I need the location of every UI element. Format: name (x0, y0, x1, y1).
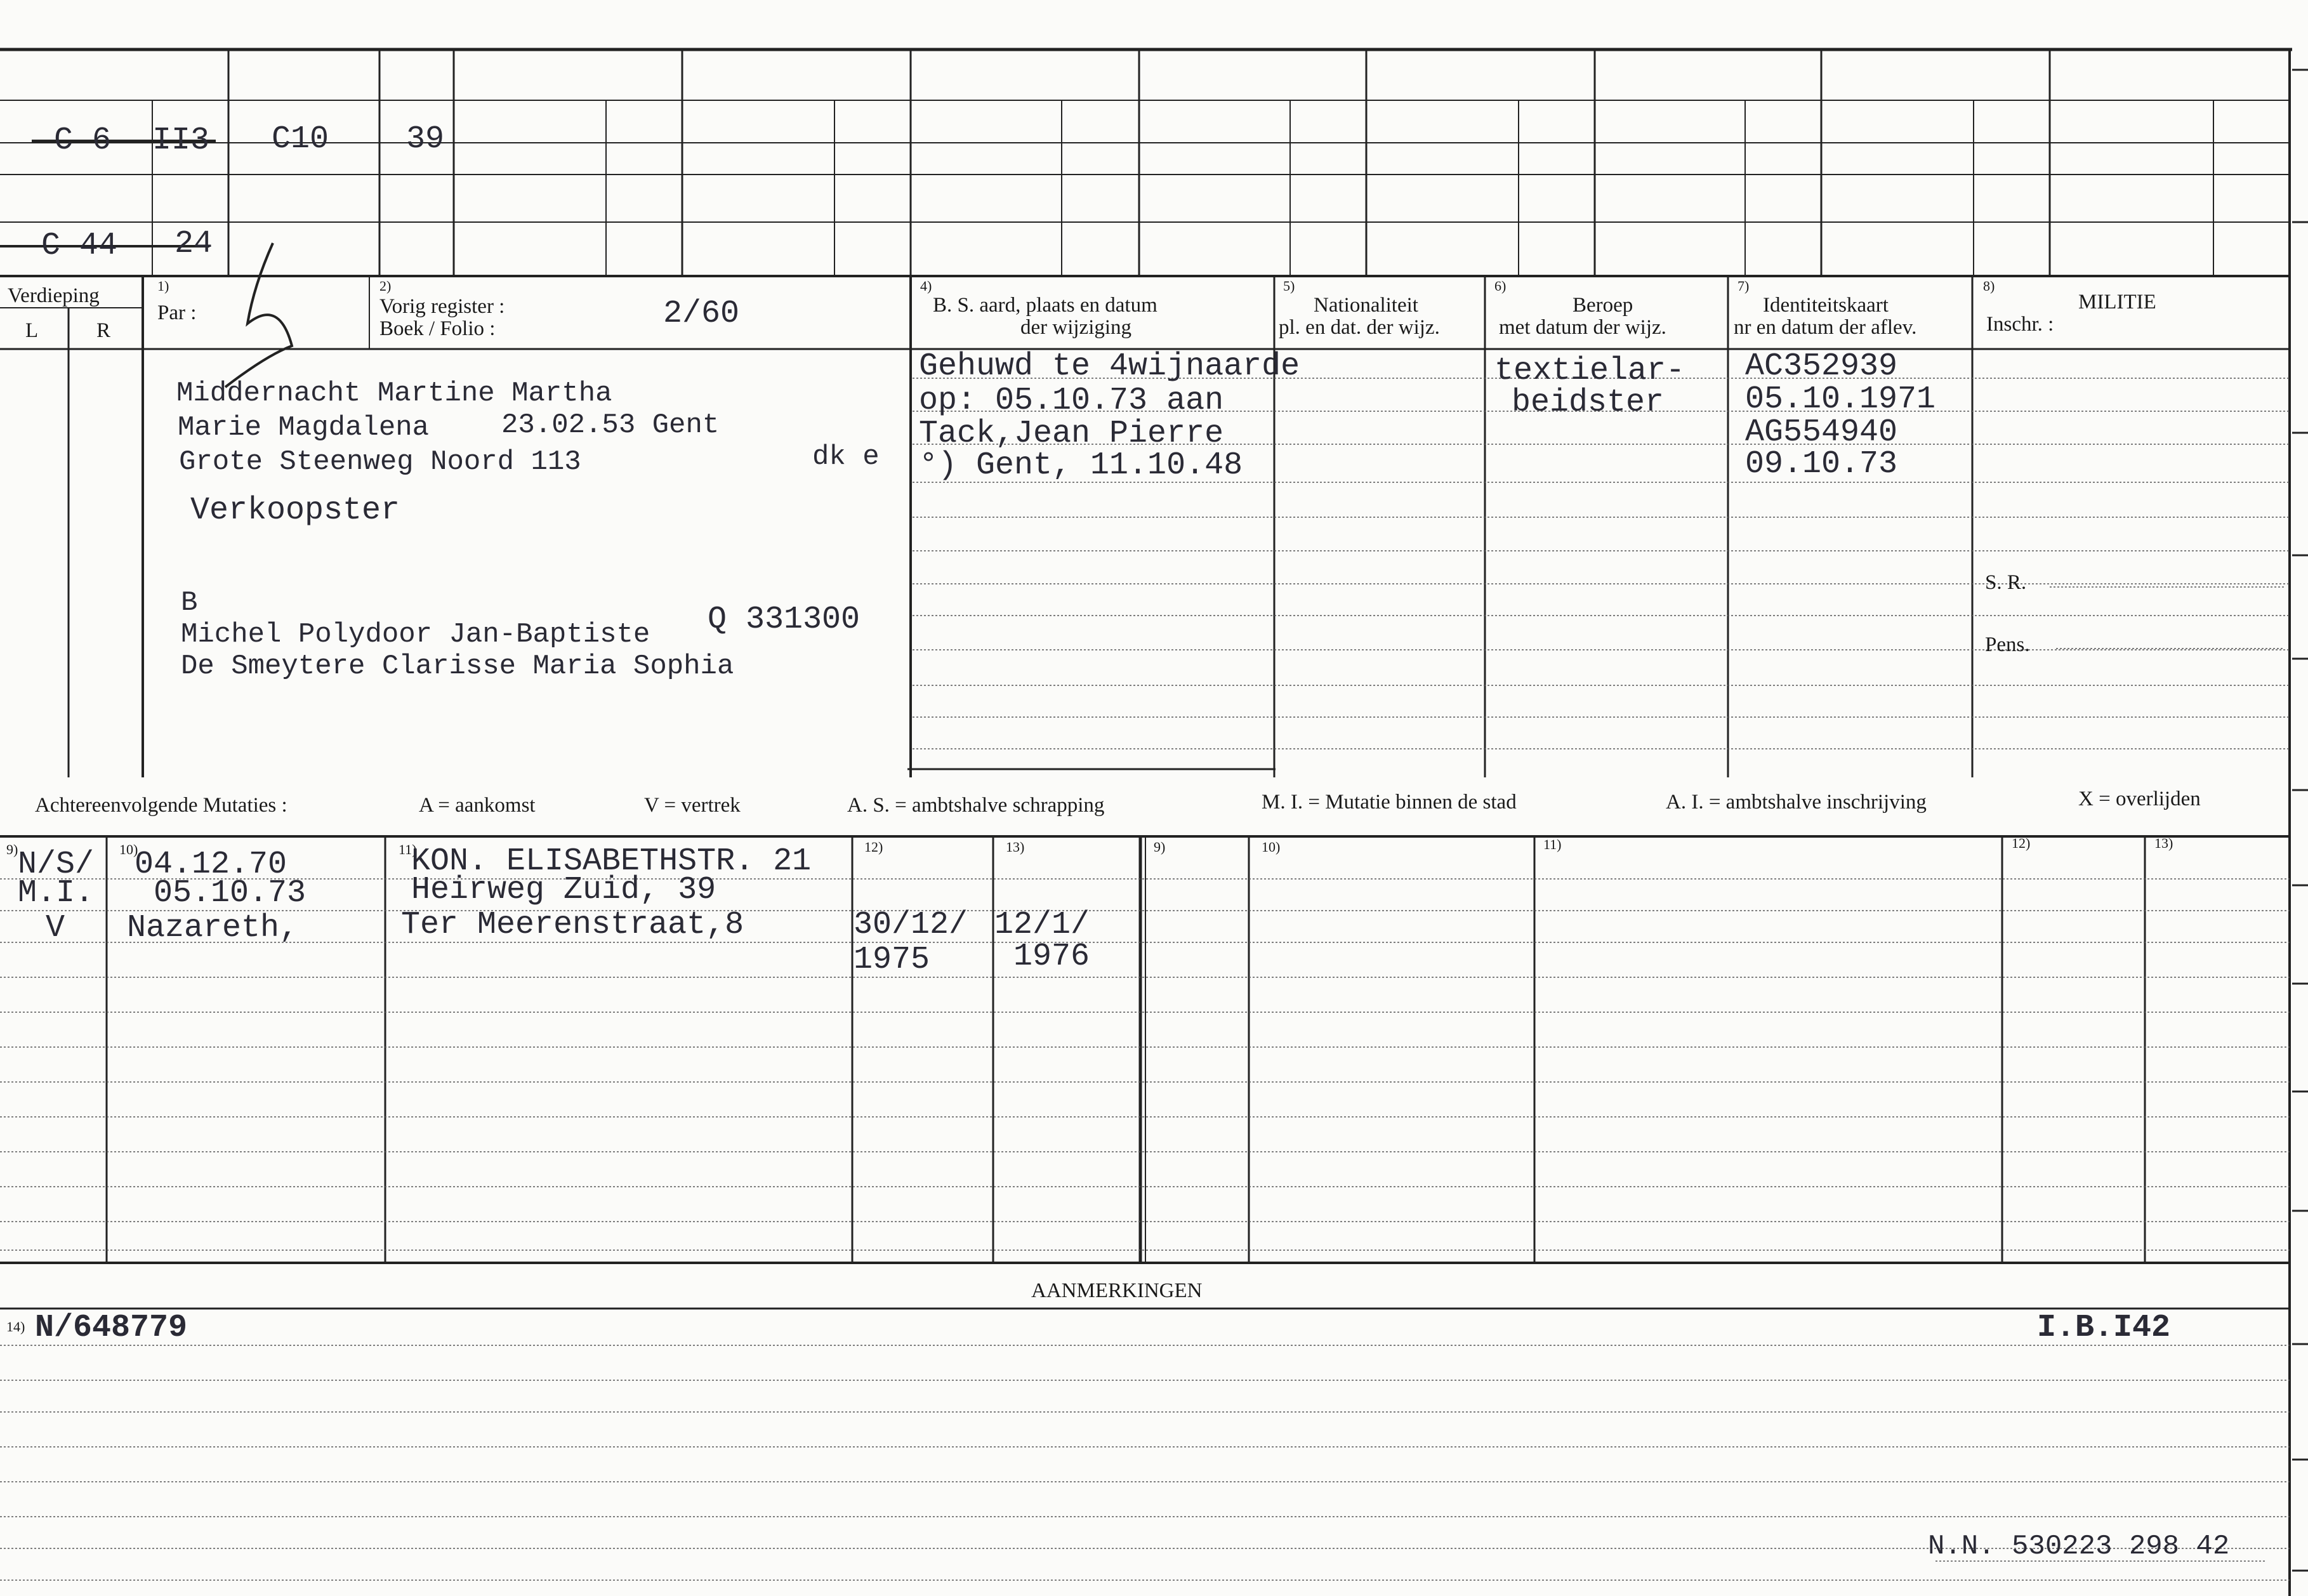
struck-code-c: C 44 (41, 228, 118, 264)
person-mark: dk e (812, 441, 880, 473)
bs-header-1: B. S. aard, plaats en datum (933, 294, 1157, 317)
boek-folio-value: 2/60 (663, 296, 740, 332)
col2-number: 2) (379, 278, 392, 294)
col6-number: 6) (1494, 278, 1507, 294)
struck-code-b: II3 (152, 122, 210, 159)
col8-number: 8) (1983, 278, 1995, 294)
bs-line-1: Gehuwd te 4wijnaarde (919, 348, 1300, 385)
col7-number: 7) (1738, 278, 1750, 294)
mut-col-13b: 13) (2154, 835, 2173, 851)
person-name: Middernacht Martine Martha (176, 378, 612, 409)
mut-col-12a: 12) (864, 839, 883, 855)
person-father: Michel Polydoor Jan-Baptiste (181, 619, 650, 650)
boek-folio-label: Boek / Folio : (379, 317, 496, 340)
bs-line-3: Tack,Jean Pierre (919, 416, 1224, 452)
beroep-header-2: met datum der wijz. (1499, 316, 1666, 339)
l-header: L (25, 319, 39, 342)
id-card-1: AC352939 (1745, 348, 1898, 385)
inschr-label: Inschr. : (1986, 313, 2054, 336)
remarks-number-label: 14) (6, 1319, 25, 1335)
militie-header: MILITIE (2078, 291, 2156, 313)
mutation-1-type: N/S/ (18, 847, 95, 883)
pens-label: Pens. (1985, 633, 2030, 656)
mutation-3-col13-b: 1976 (1013, 939, 1090, 975)
nat-header-2: pl. en dat. der wijz. (1279, 316, 1440, 339)
mut-col-9b: 9) (1154, 839, 1166, 855)
mutation-1-date: 04.12.70 (135, 847, 287, 883)
mutation-3-place: Nazareth, (127, 910, 299, 946)
par-label: Par : (157, 301, 197, 324)
nat-header-1: Nationaliteit (1314, 294, 1418, 317)
mut-col-9a: 9) (6, 841, 18, 857)
sr-label: S. R. (1985, 571, 2027, 594)
register-code: C10 (272, 121, 329, 157)
mut-col-13a: 13) (1006, 839, 1025, 855)
col4-number: 4) (920, 278, 932, 294)
mutation-3-col12-b: 1975 (854, 942, 930, 978)
person-address: Grote Steenweg Noord 113 (179, 446, 581, 478)
id-card-1-date: 05.10.1971 (1745, 381, 1936, 418)
mutation-3-address: Ter Meerenstraat,8 (401, 907, 744, 943)
person-occupation: Verkoopster (190, 492, 400, 529)
id-header-1: Identiteitskaart (1763, 294, 1889, 317)
person-birth: 23.02.53 Gent (501, 409, 720, 441)
mut-col-12b: 12) (2012, 835, 2031, 851)
legend-ai: A. I. = ambtshalve inschrijving (1666, 791, 1927, 814)
vorig-register-label: Vorig register : (379, 295, 505, 318)
mut-col-11a: 11) (399, 841, 417, 857)
id-card-2: AG554940 (1745, 414, 1898, 451)
mut-col-11b: 11) (1543, 836, 1562, 852)
national-number: N.N. 530223 298 42 (1928, 1531, 2230, 1562)
legend-x: X = overlijden (2078, 788, 2201, 810)
mutation-2-date: 05.10.73 (154, 875, 307, 911)
person-mother: De Smeytere Clarisse Maria Sophia (181, 650, 734, 682)
remarks-title: AANMERKINGEN (1031, 1279, 1203, 1302)
struck-code-a: C 6 (54, 122, 112, 159)
bs-header-2: der wijziging (1020, 316, 1132, 339)
mutation-3-col12-a: 30/12/ (854, 907, 968, 943)
person-b: B (181, 587, 198, 619)
col1-number: 1) (157, 278, 169, 294)
register-number: 39 (406, 121, 445, 157)
legend-as: A. S. = ambtshalve schrapping (847, 794, 1105, 817)
r-header: R (96, 319, 111, 342)
mutations-title: Achtereenvolgende Mutaties : (35, 794, 287, 817)
remarks-file-number: N/648779 (35, 1310, 188, 1346)
person-name-2: Marie Magdalena (178, 412, 430, 444)
beroep-line-2: beidster (1512, 385, 1665, 421)
mutation-2-type: M.I. (18, 875, 95, 911)
legend-a: A = aankomst (419, 794, 536, 817)
struck-code-d: 24 (175, 226, 213, 262)
legend-v: V = vertrek (644, 794, 741, 817)
mut-col-10b: 10) (1262, 839, 1281, 855)
mutation-2-address: Heirweg Zuid, 39 (411, 872, 716, 908)
bs-line-2: op: 05.10.73 aan (919, 383, 1224, 419)
verdieping-header: Verdieping (8, 284, 100, 307)
id-header-2: nr en datum der aflev. (1734, 316, 1917, 339)
mutation-3-type: V (46, 910, 65, 946)
remarks-ib-code: I.B.I42 (2037, 1310, 2171, 1346)
beroep-line-1: textielar- (1494, 353, 1685, 389)
person-q-number: Q 331300 (708, 602, 861, 638)
mutation-3-col13-a: 12/1/ (994, 907, 1090, 943)
mutation-1-address: KON. ELISABETHSTR. 21 (411, 843, 812, 880)
col5-number: 5) (1283, 278, 1295, 294)
beroep-header-1: Beroep (1573, 294, 1633, 317)
id-card-2-date: 09.10.73 (1745, 446, 1898, 482)
mut-col-10a: 10) (119, 841, 138, 857)
legend-mi: M. I. = Mutatie binnen de stad (1262, 791, 1517, 814)
bs-line-4: °) Gent, 11.10.48 (919, 447, 1243, 484)
